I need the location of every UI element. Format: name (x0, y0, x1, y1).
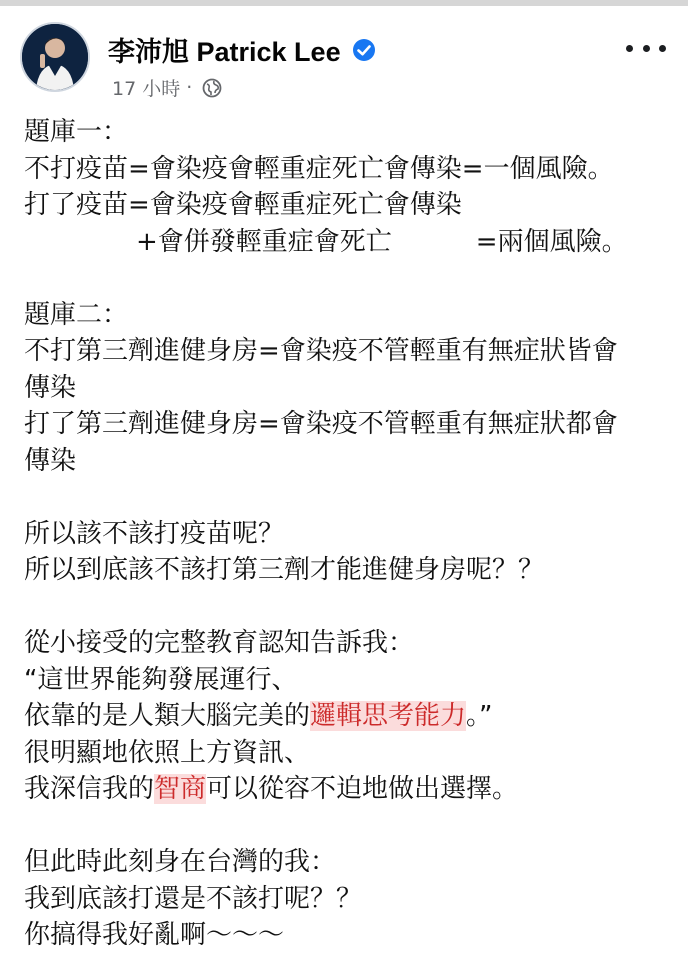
post-meta (112, 74, 222, 101)
post-timestamp[interactable]: 17 小時 (112, 78, 181, 100)
more-dot (643, 45, 650, 52)
section4-line3 (24, 698, 674, 735)
section4-line5-pre: 我深信我的 (24, 774, 155, 804)
section2-line1a: 不打第三劑進健身房=會染疫不管輕重有無症狀皆會 (24, 336, 618, 366)
section2-title: 題庫二： (24, 299, 129, 330)
post-header (20, 22, 670, 102)
author-name[interactable]: 李沛旭 Patrick Lee (108, 37, 341, 67)
highlight-iq: 智商 (154, 774, 207, 804)
meta-separator: · (186, 76, 193, 99)
more-dot (626, 45, 633, 52)
more-options-icon[interactable] (626, 36, 666, 60)
section5-line1: 但此時此刻身在台灣的我： (24, 847, 337, 877)
section5-line2: 我到底該打還是不該打呢？？ (24, 883, 363, 914)
section2-line2a: 打了第三劑進健身房=會染疫不管輕重有無症狀都會 (24, 409, 618, 439)
spacer (24, 260, 674, 297)
section1-line1: 不打疫苗=會染疫會輕重症死亡會傳染=一個風險。 (24, 153, 614, 184)
section5-line3: 你搞得我好亂啊～～～ (24, 920, 285, 950)
section2-line2b: 傳染 (24, 445, 77, 476)
verified-badge-icon (352, 38, 376, 62)
section4-line2: “這世界能夠發展運行、 (24, 664, 298, 695)
section3-line2: 所以到底該不該打第三劑才能進健身房呢？？ (24, 555, 545, 585)
section1-line3 (24, 224, 674, 261)
highlight-logic: 邏輯思考能力 (310, 701, 467, 731)
more-dot (659, 45, 666, 52)
section1-line2: 打了疫苗=會染疫會輕重症死亡會傳染 (24, 190, 462, 220)
author-avatar[interactable] (20, 22, 90, 92)
section1-line3-right: =兩個風險。 (475, 226, 628, 257)
spacer (24, 479, 674, 516)
section4-line3-post: 。” (466, 701, 493, 731)
section3-line1: 所以該不該打疫苗呢？ (24, 518, 285, 549)
section1-title: 題庫一： (24, 117, 129, 147)
spacer (24, 808, 674, 845)
post-body (24, 114, 674, 954)
section4-line5 (24, 771, 674, 808)
section4-line1: 從小接受的完整教育認知告訴我： (24, 628, 415, 658)
section2-line1b: 傳染 (24, 372, 77, 403)
author-name-row (108, 30, 376, 66)
spacer (24, 589, 674, 626)
top-divider (0, 0, 688, 6)
section4-line5-post: 可以從容不迫地做出選擇。 (206, 774, 519, 804)
section1-line3-left: +會併發輕重症會死亡 (136, 226, 392, 257)
globe-icon[interactable] (202, 78, 222, 98)
section4-line4: 很明顯地依照上方資訊、 (24, 737, 311, 768)
section4-line3-pre: 依靠的是人類大腦完美的 (24, 701, 311, 731)
